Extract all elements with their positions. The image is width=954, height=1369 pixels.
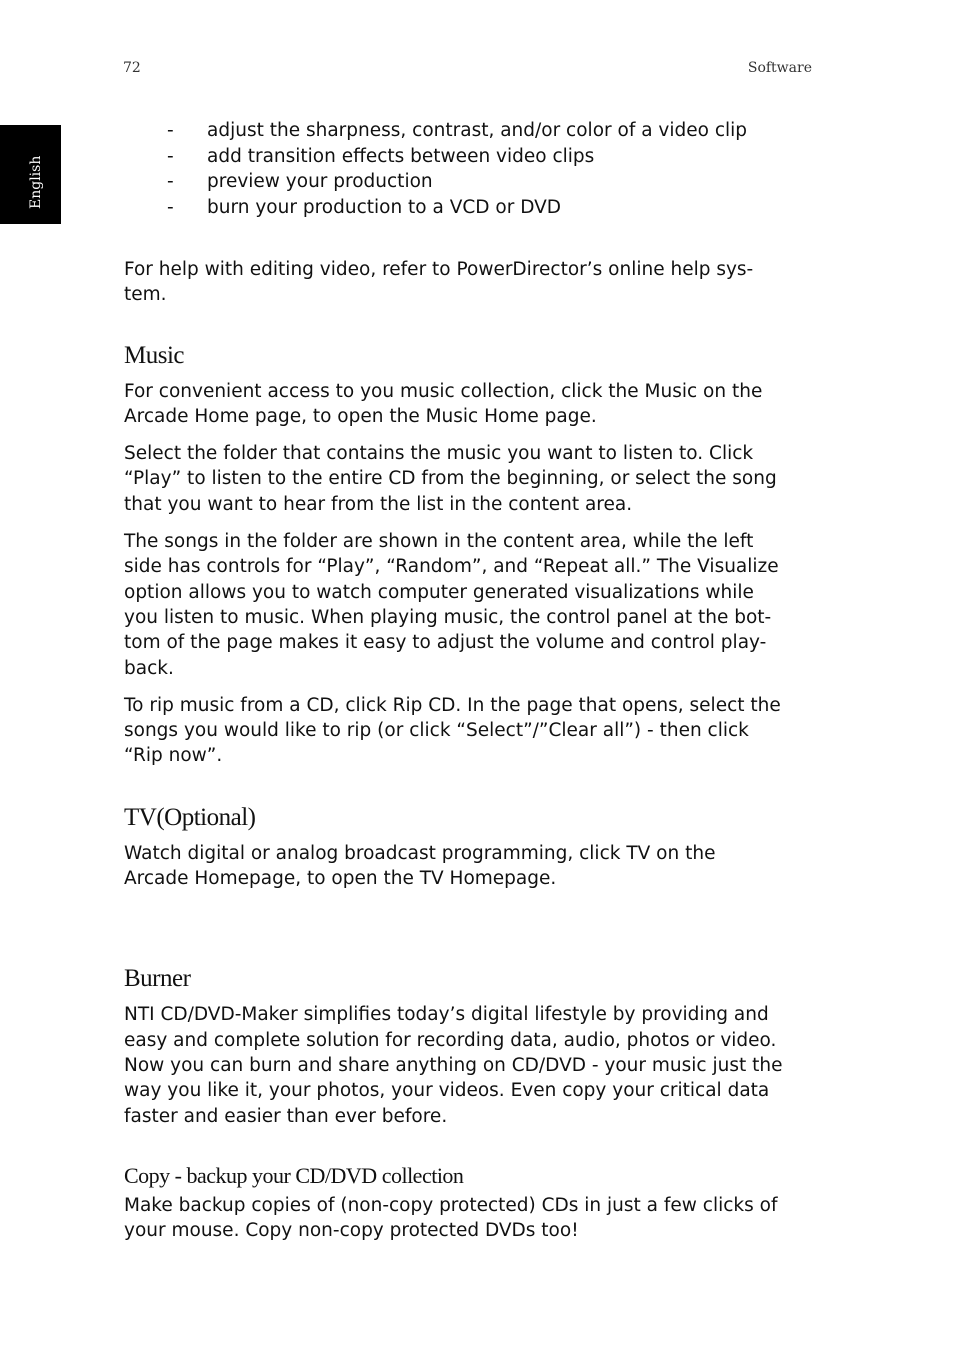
text-line: songs you would like to rip (or click “Select”/”Clear all”) - then click bbox=[124, 720, 749, 742]
tv-paragraph bbox=[124, 841, 814, 892]
language-side-tab-label: English bbox=[28, 155, 44, 209]
text-line: For help with editing video, refer to PowerDirector’s online help sys- bbox=[124, 259, 754, 280]
help-paragraph bbox=[124, 257, 814, 308]
text-line: you listen to music. When playing music, the control panel at the bot- bbox=[124, 606, 772, 628]
text-line: Make backup copies of (non-copy protected) CDs in just a few clicks of bbox=[124, 1194, 778, 1216]
text-line: “Play” to listen to the entire CD from the beginning, or select the song bbox=[124, 468, 777, 490]
copy-subheading: Copy - backup your CD/DVD collection bbox=[124, 1162, 464, 1188]
page-content bbox=[124, 118, 814, 1243]
text-line: To rip music from a CD, click Rip CD. In the page that opens, select the bbox=[124, 694, 781, 716]
text-line: Arcade Home page, to open the Music Home page. bbox=[124, 405, 597, 427]
list-item bbox=[124, 144, 814, 170]
bullet-dash: - bbox=[167, 171, 174, 192]
text-line: tom of the page makes it easy to adjust the volume and control play- bbox=[124, 632, 767, 654]
copy-paragraph bbox=[124, 1193, 814, 1244]
page-number: 72 bbox=[123, 60, 141, 76]
burner-paragraph bbox=[124, 1002, 814, 1128]
text-line: easy and complete solution for recording data, audio, photos or video. bbox=[124, 1029, 777, 1051]
text-line: Now you can burn and share anything on CD/DVD - your music just the bbox=[124, 1054, 783, 1076]
bullet-dash: - bbox=[167, 120, 174, 141]
music-paragraph-controls bbox=[124, 529, 814, 681]
running-head: Software bbox=[747, 60, 812, 76]
tv-heading: TV(Optional) bbox=[124, 803, 256, 831]
list-item bbox=[124, 118, 814, 144]
list-item-text: burn your production to a VCD or DVD bbox=[207, 196, 562, 218]
text-line: back. bbox=[124, 657, 174, 679]
text-line: option allows you to watch computer generated visualizations while bbox=[124, 581, 754, 603]
language-side-tab bbox=[0, 125, 61, 224]
text-line: “Rip now”. bbox=[124, 745, 223, 767]
burner-heading: Burner bbox=[124, 965, 191, 993]
text-line: your mouse. Copy non-copy protected DVDs too! bbox=[124, 1220, 579, 1242]
music-paragraph-folder bbox=[124, 441, 814, 517]
text-line: way you like it, your photos, your videos. Even copy your critical data bbox=[124, 1080, 770, 1102]
text-line: The songs in the folder are shown in the content area, while the left bbox=[124, 531, 754, 553]
list-item bbox=[124, 195, 814, 221]
list-item-text: add transition effects between video clips bbox=[207, 145, 595, 167]
feature-list bbox=[124, 118, 814, 220]
text-line: Select the folder that contains the music you want to listen to. Click bbox=[124, 443, 754, 465]
list-item bbox=[124, 169, 814, 195]
text-line: NTI CD/DVD-Maker simplifies today’s digital lifestyle by providing and bbox=[124, 1004, 769, 1026]
list-item-text: preview your production bbox=[207, 171, 433, 192]
text-line: side has controls for “Play”, “Random”, and “Repeat all.” The Visualize bbox=[124, 556, 779, 578]
text-line: faster and easier than ever before. bbox=[124, 1105, 448, 1127]
list-item-text: adjust the sharpness, contrast, and/or color of a video clip bbox=[207, 120, 748, 141]
text-line: that you want to hear from the list in the content area. bbox=[124, 493, 633, 515]
music-paragraph-rip bbox=[124, 693, 814, 769]
text-line: Watch digital or analog broadcast programming, click TV on the bbox=[124, 842, 716, 864]
bullet-dash: - bbox=[167, 196, 174, 218]
text-line: tem. bbox=[124, 284, 167, 306]
music-heading: Music bbox=[124, 341, 184, 369]
text-line: Arcade Homepage, to open the TV Homepage. bbox=[124, 868, 557, 890]
text-line: For convenient access to you music collection, click the Music on the bbox=[124, 380, 763, 402]
bullet-dash: - bbox=[167, 145, 174, 167]
music-paragraph-access bbox=[124, 379, 814, 430]
